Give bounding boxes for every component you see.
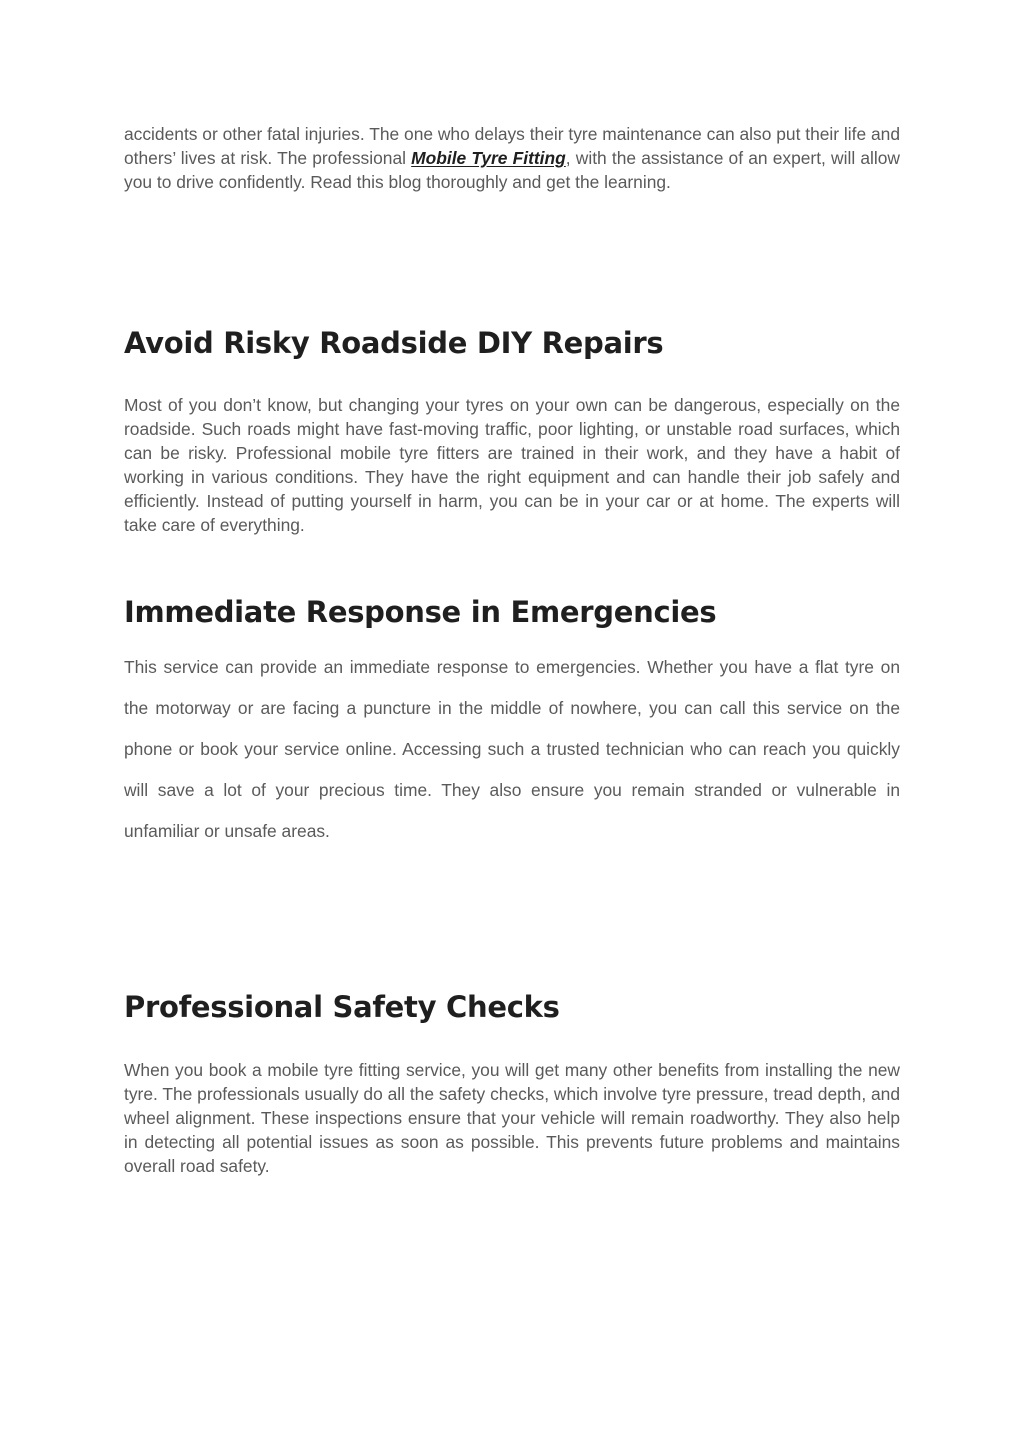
section-heading-safety-checks: Professional Safety Checks [124,990,560,1024]
section-body-safety-checks: When you book a mobile tyre fitting service, you will get many other benefits from installing the new tyre. The professionals usually do all the safety checks, which involve tyre pressure, tread depth, and wheel alignment. These inspections ensure that your vehicle will remain roadworthy. They also help in detecting all potential issues as soon as possible. This prevents future problems and maintains overall road safety. [124,1060,900,1176]
intro-text-after-link: , with the assistance of an expert, will allow you to drive confidently. Read this blog thoroughly and get the learning. [124,148,900,192]
mobile-tyre-fitting-link[interactable]: Mobile Tyre Fitting [411,148,566,168]
section-heading-avoid-risky-repairs: Avoid Risky Roadside DIY Repairs [124,326,664,360]
section-body-avoid-risky-repairs: Most of you don’t know, but changing your tyres on your own can be dangerous, especially on the roadside. Such roads might have fast-moving traffic, poor lighting, or unstable road surfaces, which can be risky. Professional mobile tyre fitters are trained in their work, and they have a habit of working in various conditions. They have the right equipment and can handle their job safely and efficiently. Instead of putting yourself in harm, you can be in your car or at home. The experts will take care of everything. [124,395,900,535]
section-heading-immediate-response: Immediate Response in Emergencies [124,595,717,629]
intro-text-before-link: accidents or other fatal injuries. The one who delays their tyre maintenance can also put their life and others’ lives at risk. The professional [124,124,900,168]
section-body-immediate-response: This service can provide an immediate response to emergencies. Whether you have a flat tyre on the motorway or are facing a puncture in the middle of nowhere, you can call this service on the phone or book your service online. Accessing such a trusted technician who can reach you quickly will save a lot of your precious time. They also ensure you remain stranded or vulnerable in unfamiliar or unsafe areas. [124,657,900,841]
intro-paragraph [124,122,900,194]
